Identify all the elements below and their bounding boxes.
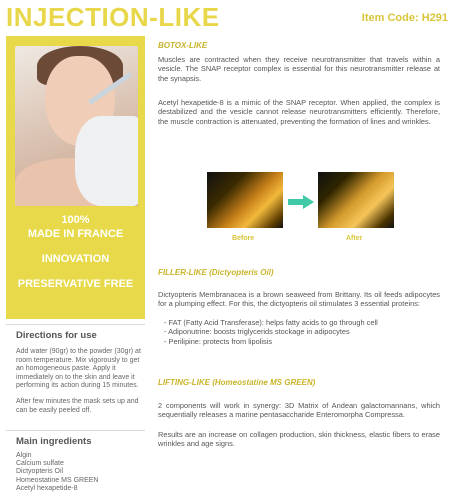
directions-paragraph-2: After few minutes the mask sets up and can be easily peeled off.: [16, 397, 139, 414]
claim-preservative-free: PRESERVATIVE FREE: [17, 278, 134, 290]
ingredient-item: Homeostatine MS GREEN: [16, 476, 99, 484]
before-image: [207, 172, 283, 228]
ingredients-title: Main ingredients: [16, 436, 92, 447]
botox-paragraph-2: Acetyl hexapetide-8 is a mimic of the SNAP receptor. When applied, the complex is destabilized and the vesicle cannot release neurotransmitters efficiently. Therefore, the muscle contraction is attenuated, preventing the formation of lines and wrinkles.: [158, 98, 440, 126]
claim-made-in-france: MADE IN FRANCE: [27, 228, 124, 240]
ingredient-item: Calcium sulfate: [16, 460, 64, 468]
lifting-title: LIFTING-LIKE (Homeostatine MS GREEN): [158, 378, 316, 387]
filler-bullet: - Perilipine: protects from lipolisis: [164, 336, 273, 346]
page-title: INJECTION-LIKE: [6, 2, 220, 32]
divider: [6, 324, 145, 325]
item-code: Item Code: H291: [361, 12, 448, 24]
filler-bullets: [164, 318, 440, 346]
before-caption: Before: [232, 235, 255, 242]
ingredient-item: Acetyl hexapetide-8: [16, 484, 78, 492]
divider: [6, 430, 145, 431]
directions-title: Directions for use: [16, 330, 97, 341]
after-image: [318, 172, 394, 228]
arrow-right-icon: [288, 195, 314, 209]
claim-100: 100%: [61, 214, 90, 226]
lifting-paragraph-2: Results are an increase on collagen production, skin thickness, elastic fibers to erase wrinkles and age signs.: [158, 430, 440, 449]
filler-title: FILLER-LIKE (Dictyopteris Oil): [158, 268, 274, 277]
ingredient-item: Algin: [16, 452, 32, 459]
directions-paragraph-1: Add water (90gr) to the powder (30gr) at room temperature. Mix vigorously to get an homogeneous paste. Apply it immediately on to the skin and leave it performing its action during 15 minutes.: [16, 348, 141, 390]
botox-title: BOTOX-LIKE: [158, 41, 208, 50]
ingredients-list: [16, 452, 98, 493]
product-photo: [15, 46, 138, 206]
filler-bullet: - Adiponutrine: boosts triglycerids stockage in adipocytes: [164, 327, 350, 337]
ingredient-item: Dictyopteris Oil: [16, 468, 64, 476]
lifting-paragraph-1: 2 components will work in synergy: 3D Matrix of Andean galactomannans, which sequentially releases a marine pentasaccharide Enteromorpha Compressa.: [158, 401, 440, 420]
after-caption: After: [346, 235, 363, 242]
botox-paragraph-1: Muscles are contracted when they receive neurotransmitter that travels within a vesicle. The SNAP receptor complex is essential for this neurotransmitter release at the synapsis.: [158, 55, 440, 83]
directions-text: [16, 348, 144, 415]
photo-glove: [75, 116, 138, 206]
filler-paragraph: Dictyopteris Membranacea is a brown seaweed from Brittany. Its oil feeds adipocytes for a plumping effect. For this, the dictyopteris oil stimulates 3 essential proteins:: [158, 290, 440, 309]
left-panel: [6, 36, 145, 319]
claim-innovation: INNOVATION: [41, 253, 110, 265]
filler-bullet: - FAT (Fatty Acid Transferase): helps fatty acids to go through cell: [164, 318, 378, 327]
